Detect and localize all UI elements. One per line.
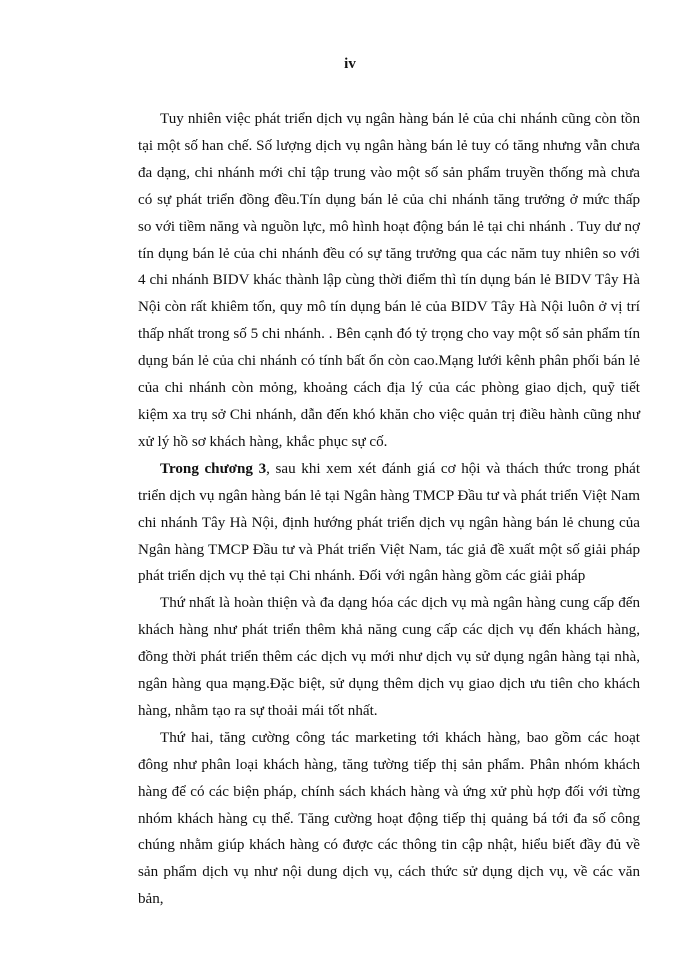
paragraph-2 bbox=[138, 456, 640, 591]
paragraph-1: Tuy nhiên việc phát triển dịch vụ ngân hàng bán lẻ của chi nhánh cũng còn tồn tại một số han chế. Số lượng dịch vụ ngân hàng bán lẻ tuy có tăng nhưng vẫn chưa đa dạng, chi nhánh mới chỉ tập trung vào một số sản phẩm truyền thống mà chưa có sự phát triển đồng đều.Tín dụng bán lẻ của chi nhánh tăng trưởng ở mức thấp so với tiềm năng và nguồn lực, mô hình hoạt động bán lẻ tại chi nhánh . Tuy dư nợ tín dụng bán lẻ của chi nhánh đều có sự tăng trưởng qua các năm tuy nhiên so với 4 chi nhánh BIDV khác thành lập cùng thời điểm thì tín dụng bán lẻ BIDV Tây Hà Nội còn rất khiêm tốn, quy mô tín dụng bán lẻ của BIDV Tây Hà Nội luôn ở vị trí thấp nhất trong số 5 chi nhánh. . Bên cạnh đó tỷ trọng cho vay một số sản phẩm tín dụng bán lẻ của chi nhánh có tính bất ổn còn cao.Mạng lưới kênh phân phối bán lẻ của chi nhánh còn mỏng, khoảng cách địa lý của các phòng giao dịch, quỹ tiết kiệm xa trụ sở Chi nhánh, dẫn đến khó khăn cho việc quản trị điều hành cũng như xử lý hồ sơ khách hàng, khắc phục sự cố. bbox=[138, 111, 640, 450]
paragraph-4: Thứ hai, tăng cường công tác marketing tới khách hàng, bao gồm các hoạt đông như phân loại khách hàng, tăng tường tiếp thị sản phẩm. Phân nhóm khách hàng để có các biện pháp, chính sách khách hàng và ứng xử phù hợp đối với từng nhóm khách hàng cụ thể. Tăng cường hoạt động tiếp thị quảng bá tới đa số công chúng nhằm giúp khách hàng có được các thông tin cập nhật, hiểu biết đầy đủ về sản phẩm dịch vụ như nội dung dịch vụ, cách thức sử dụng dịch vụ, về các văn bản, bbox=[138, 729, 640, 908]
page-number: iv bbox=[344, 56, 356, 72]
document-body bbox=[138, 106, 640, 913]
paragraph-3: Thứ nhất là hoàn thiện và đa dạng hóa các dịch vụ mà ngân hàng cung cấp đến khách hàng như phát triển thêm khả năng cung cấp các dịch vụ đến khách hàng, đồng thời phát triển thêm các dịch vụ mới như dịch vụ sử dụng ngân hàng tại nhà, ngân hàng qua mạng.Đặc biệt, sử dụng thêm dịch vụ giao dịch ưu tiên cho khách hàng, nhằm tạo ra sự thoải mái tốt nhất. bbox=[138, 595, 640, 719]
chapter-3-lead: Trong chương 3 bbox=[160, 460, 267, 477]
paragraph-2-text: , sau khi xem xét đánh giá cơ hội và thách thức trong phát triển dịch vụ ngân hàng bán lẻ tại Ngân hàng TMCP Đầu tư và phát triển Việt Nam chi nhánh Tây Hà Nội, định hướng phát triển dịch vụ ngân hàng bán lẻ chung của Ngân hàng TMCP Đầu tư và Phát triển Việt Nam, tác giả đề xuất một số giải pháp phát triển dịch vụ thẻ tại Chi nhánh. Đối với ngân hàng gồm các giải pháp bbox=[138, 460, 641, 585]
